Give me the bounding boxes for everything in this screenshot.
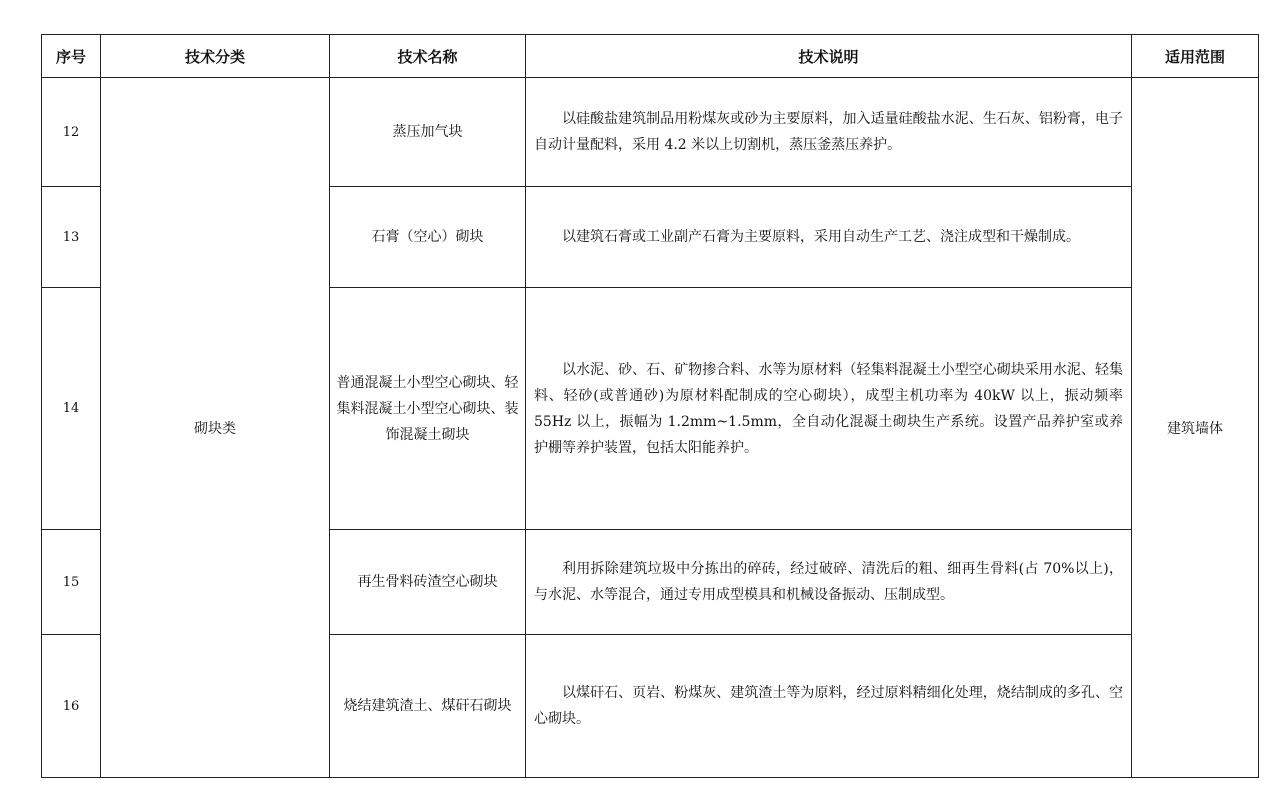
table-row — [42, 78, 1259, 187]
header-category: 技术分类 — [101, 35, 330, 78]
tech-name: 蒸压加气块 — [330, 78, 526, 187]
tech-description: 以水泥、砂、石、矿物掺合料、水等为原材料（轻集料混凝土小型空心砌块采用水泥、轻集料、轻砂(或普通砂)为原材料配制成的空心砌块），成型主机功率为 40kW 以上，振动频率 55Hz 以上，振幅为 1.2mm~1.5mm，全自动化混凝土砌块生产系统。设置产品养护室或养护棚等养护装置，包括太阳能养护。 — [526, 288, 1132, 530]
header-index: 序号 — [42, 35, 101, 78]
tech-name: 石膏（空心）砌块 — [330, 187, 526, 288]
scope-cell: 建筑墙体 — [1132, 78, 1259, 778]
header-description: 技术说明 — [526, 35, 1132, 78]
header-name: 技术名称 — [330, 35, 526, 78]
row-index: 13 — [42, 187, 101, 288]
row-index: 12 — [42, 78, 101, 187]
header-row — [42, 35, 1259, 78]
tech-name: 普通混凝土小型空心砌块、轻集料混凝土小型空心砌块、装饰混凝土砌块 — [330, 288, 526, 530]
tech-name: 再生骨料砖渣空心砌块 — [330, 530, 526, 635]
category-cell: 砌块类 — [101, 78, 330, 778]
tech-description: 以建筑石膏或工业副产石膏为主要原料，采用自动生产工艺、浇注成型和干燥制成。 — [526, 187, 1132, 288]
technology-table — [41, 34, 1259, 778]
tech-description: 以煤矸石、页岩、粉煤灰、建筑渣土等为原料，经过原料精细化处理，烧结制成的多孔、空心砌块。 — [526, 635, 1132, 778]
row-index: 14 — [42, 288, 101, 530]
row-index: 16 — [42, 635, 101, 778]
row-index: 15 — [42, 530, 101, 635]
tech-description: 以硅酸盐建筑制品用粉煤灰或砂为主要原料，加入适量硅酸盐水泥、生石灰、铝粉膏，电子自动计量配料，采用 4.2 米以上切割机，蒸压釜蒸压养护。 — [526, 78, 1132, 187]
tech-description: 利用拆除建筑垃圾中分拣出的碎砖，经过破碎、清洗后的粗、细再生骨料(占 70%以上)，与水泥、水等混合，通过专用成型模具和机械设备振动、压制成型。 — [526, 530, 1132, 635]
header-scope: 适用范围 — [1132, 35, 1259, 78]
tech-name: 烧结建筑渣土、煤矸石砌块 — [330, 635, 526, 778]
